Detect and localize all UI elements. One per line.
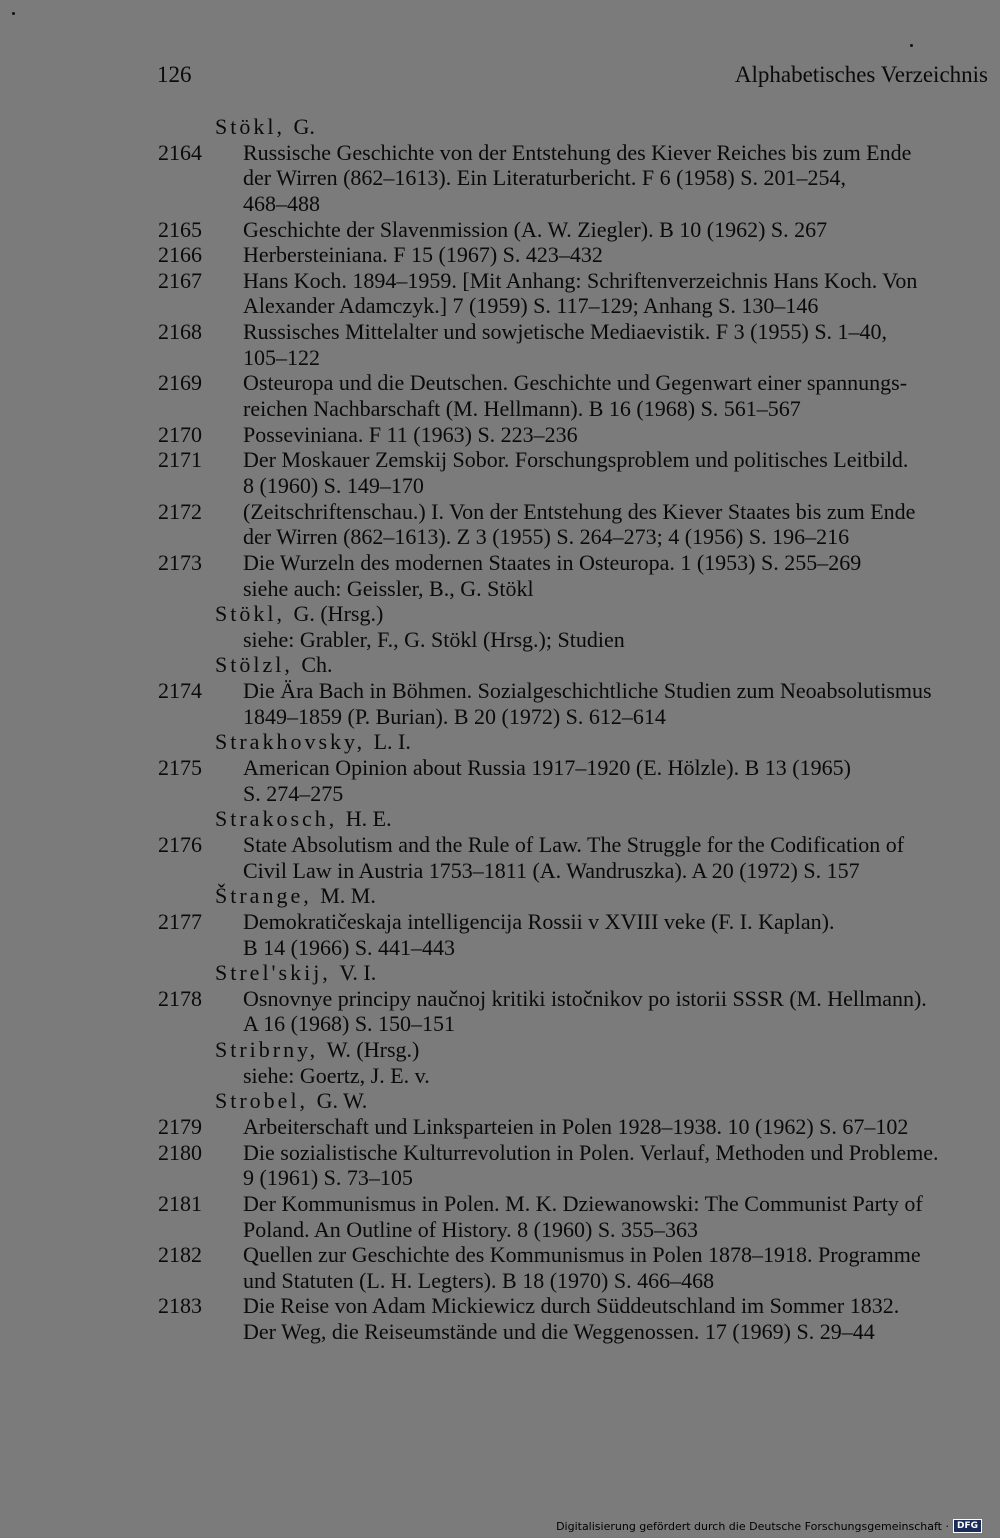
author-name <box>215 652 333 678</box>
entry-continuation <box>0 165 1000 191</box>
entry-continuation <box>0 576 1000 602</box>
author-initials: M. M. <box>320 883 376 909</box>
bibliography-entry <box>0 242 1000 268</box>
entry-text: Poland. An Outline of History. 8 (1960) S. 355–363 <box>243 1216 699 1242</box>
entry-text: siehe auch: Geissler, B., G. Stökl <box>243 575 534 601</box>
entry-number: 2164 <box>158 139 202 165</box>
author-surname: Strobel, <box>215 1088 309 1114</box>
entry-text: 9 (1961) S. 73–105 <box>243 1165 413 1191</box>
author-heading <box>0 601 1000 627</box>
bibliography-entry <box>0 1140 1000 1166</box>
author-heading <box>0 883 1000 909</box>
running-head: Alphabetisches Verzeichnis <box>734 62 988 87</box>
author-name <box>215 1037 419 1063</box>
bibliography-list <box>0 114 1000 1345</box>
entry-continuation <box>0 1268 1000 1294</box>
entry-continuation <box>0 1011 1000 1037</box>
entry-number: 2170 <box>158 421 202 447</box>
author-heading <box>0 1088 1000 1114</box>
entry-text: Posseviniana. F 11 (1963) S. 223–236 <box>243 421 578 447</box>
entry-continuation <box>0 1217 1000 1243</box>
entry-continuation <box>0 935 1000 961</box>
entry-text: Quellen zur Geschichte des Kommunismus in Polen 1878–1918. Programme <box>243 1242 921 1268</box>
bibliography-entry <box>0 1114 1000 1140</box>
entry-text: Osteuropa und die Deutschen. Geschichte und Gegenwart einer spannungs- <box>243 370 908 396</box>
page-number: 126 <box>157 62 192 87</box>
author-initials: G. W. <box>316 1088 368 1114</box>
author-surname: Strakhovsky, <box>215 729 366 755</box>
author-name <box>215 1088 367 1114</box>
entry-text: Die Ära Bach in Böhmen. Sozialgeschichtliche Studien zum Neoabsolutismus <box>243 678 932 704</box>
entry-continuation <box>0 781 1000 807</box>
entry-continuation <box>0 1165 1000 1191</box>
entry-text: (Zeitschriftenschau.) I. Von der Entstehung des Kiever Staates bis zum Ende <box>243 498 916 524</box>
entry-number: 2173 <box>158 549 202 575</box>
bibliography-entry <box>0 499 1000 525</box>
bibliography-entry <box>0 678 1000 704</box>
author-surname: Strel'skij, <box>215 960 331 986</box>
entry-text: Der Weg, die Reiseumstände und die Weggenossen. 17 (1969) S. 29–44 <box>243 1319 875 1345</box>
author-name <box>215 114 315 140</box>
entry-text: Alexander Adamczyk.] 7 (1959) S. 117–129; Anhang S. 130–146 <box>243 293 819 319</box>
bibliography-entry <box>0 140 1000 166</box>
entry-text: siehe: Grabler, F., G. Stökl (Hrsg.); Studien <box>243 626 625 652</box>
scan-speck <box>12 12 15 15</box>
author-heading <box>0 114 1000 140</box>
entry-continuation <box>0 473 1000 499</box>
entry-number: 2169 <box>158 370 202 396</box>
entry-text: Civil Law in Austria 1753–1811 (A. Wandruszka). A 20 (1972) S. 157 <box>243 857 860 883</box>
entry-continuation <box>0 345 1000 371</box>
entry-number: 2175 <box>158 755 202 781</box>
bibliography-entry <box>0 1191 1000 1217</box>
entry-number: 2176 <box>158 831 202 857</box>
entry-text: Hans Koch. 1894–1959. [Mit Anhang: Schriftenverzeichnis Hans Koch. Von <box>243 267 918 293</box>
author-name <box>215 601 383 627</box>
entry-text: Geschichte der Slavenmission (A. W. Ziegler). B 10 (1962) S. 267 <box>243 216 828 242</box>
entry-text: 1849–1859 (P. Burian). B 20 (1972) S. 612–614 <box>243 703 666 729</box>
entry-text: Der Moskauer Zemskij Sobor. Forschungsproblem und politisches Leitbild. <box>243 447 909 473</box>
entry-text: Russische Geschichte von der Entstehung des Kiever Reiches bis zum Ende <box>243 139 912 165</box>
entry-text: der Wirren (862–1613). Z 3 (1955) S. 264–273; 4 (1956) S. 196–216 <box>243 524 850 550</box>
entry-text: Herbersteiniana. F 15 (1967) S. 423–432 <box>243 242 603 268</box>
entry-text: und Statuten (L. H. Legters). B 18 (1970) S. 466–468 <box>243 1267 715 1293</box>
author-name <box>215 960 376 986</box>
author-initials: H. E. <box>345 806 392 832</box>
entry-continuation <box>0 627 1000 653</box>
author-surname: Strakosch, <box>215 806 338 832</box>
page-header <box>0 62 1000 92</box>
entry-text: American Opinion about Russia 1917–1920 (E. Hölzle). B 13 (1965) <box>243 755 851 781</box>
author-heading <box>0 806 1000 832</box>
entry-continuation <box>0 704 1000 730</box>
entry-number: 2166 <box>158 242 202 268</box>
entry-continuation <box>0 524 1000 550</box>
entry-number: 2183 <box>158 1293 202 1319</box>
author-name <box>215 883 376 909</box>
author-initials: V. I. <box>339 960 377 986</box>
dfg-logo: DFG <box>953 1519 982 1533</box>
scan-speck <box>910 44 913 47</box>
entry-continuation <box>0 293 1000 319</box>
author-initials: W. (Hrsg.) <box>326 1037 420 1063</box>
bibliography-entry <box>0 422 1000 448</box>
author-heading <box>0 652 1000 678</box>
bibliography-entry <box>0 268 1000 294</box>
entry-number: 2165 <box>158 216 202 242</box>
bibliography-entry <box>0 550 1000 576</box>
entry-number: 2182 <box>158 1242 202 1268</box>
author-surname: Stölzl, <box>215 652 293 678</box>
author-initials: G. <box>293 114 315 139</box>
entry-text: State Absolutism and the Rule of Law. The Struggle for the Codification of <box>243 831 905 857</box>
author-heading <box>0 729 1000 755</box>
author-surname: Štrange, <box>215 883 312 909</box>
credit-text: Digitalisierung gefördert durch die Deutsche Forschungsgemeinschaft · <box>556 1519 949 1533</box>
entry-text: Russisches Mittelalter und sowjetische Mediaevistik. F 3 (1955) S. 1–40, <box>243 319 888 345</box>
entry-continuation <box>0 1319 1000 1345</box>
bibliography-entry <box>0 319 1000 345</box>
entry-number: 2181 <box>158 1190 202 1216</box>
author-initials: Ch. <box>301 652 333 678</box>
entry-text: Die Wurzeln des modernen Staates in Osteuropa. 1 (1953) S. 255–269 <box>243 549 862 575</box>
entry-continuation <box>0 396 1000 422</box>
entry-text: A 16 (1968) S. 150–151 <box>243 1011 456 1037</box>
author-initials: L. I. <box>373 729 411 755</box>
entry-number: 2179 <box>158 1113 202 1139</box>
entry-text: S. 274–275 <box>243 780 344 806</box>
bibliography-entry <box>0 447 1000 473</box>
entry-text: Arbeiterschaft und Linksparteien in Polen 1928–1938. 10 (1962) S. 67–102 <box>243 1113 909 1139</box>
entry-continuation <box>0 858 1000 884</box>
author-heading <box>0 960 1000 986</box>
bibliography-entry <box>0 832 1000 858</box>
entry-number: 2172 <box>158 498 202 524</box>
bibliography-entry <box>0 755 1000 781</box>
author-heading <box>0 1037 1000 1063</box>
entry-text: Die sozialistische Kulturrevolution in Polen. Verlauf, Methoden und Probleme. <box>243 1139 939 1165</box>
entry-number: 2177 <box>158 908 202 934</box>
entry-continuation <box>0 191 1000 217</box>
author-surname: Stökl, <box>215 601 285 627</box>
entry-number: 2171 <box>158 447 202 473</box>
bibliography-entry <box>0 370 1000 396</box>
author-surname: Stribrny, <box>215 1037 319 1063</box>
entry-text: Der Kommunismus in Polen. M. K. Dziewanowski: The Communist Party of <box>243 1190 923 1216</box>
entry-continuation <box>0 1063 1000 1089</box>
author-initials: G. (Hrsg.) <box>293 601 384 627</box>
entry-text: B 14 (1966) S. 441–443 <box>243 934 456 960</box>
bibliography-entry <box>0 1293 1000 1319</box>
bibliography-entry <box>0 909 1000 935</box>
entry-text: 468–488 <box>243 190 320 216</box>
bibliography-entry <box>0 986 1000 1012</box>
entry-number: 2167 <box>158 267 202 293</box>
digitization-credit <box>556 1519 982 1533</box>
entry-text: Demokratičeskaja intelligencija Rossii v XVIII veke (F. I. Kaplan). <box>243 908 835 934</box>
entry-number: 2180 <box>158 1139 202 1165</box>
entry-number: 2178 <box>158 985 202 1011</box>
author-name <box>215 729 411 755</box>
entry-text: Die Reise von Adam Mickiewicz durch Süddeutschland im Sommer 1832. <box>243 1293 900 1319</box>
entry-number: 2168 <box>158 319 202 345</box>
entry-text: 105–122 <box>243 344 320 370</box>
entry-text: reichen Nachbarschaft (M. Hellmann). B 16 (1968) S. 561–567 <box>243 396 801 422</box>
entry-text: siehe: Goertz, J. E. v. <box>243 1062 430 1088</box>
author-surname: Stökl, <box>215 114 285 139</box>
entry-text: der Wirren (862–1613). Ein Literaturbericht. F 6 (1958) S. 201–254, <box>243 165 846 191</box>
entry-text: Osnovnye principy naučnoj kritiki istočnikov po istorii SSSR (M. Hellmann). <box>243 985 927 1011</box>
bibliography-entry <box>0 1242 1000 1268</box>
entry-number: 2174 <box>158 678 202 704</box>
entry-text: 8 (1960) S. 149–170 <box>243 472 424 498</box>
bibliography-entry <box>0 217 1000 243</box>
author-name <box>215 806 392 832</box>
